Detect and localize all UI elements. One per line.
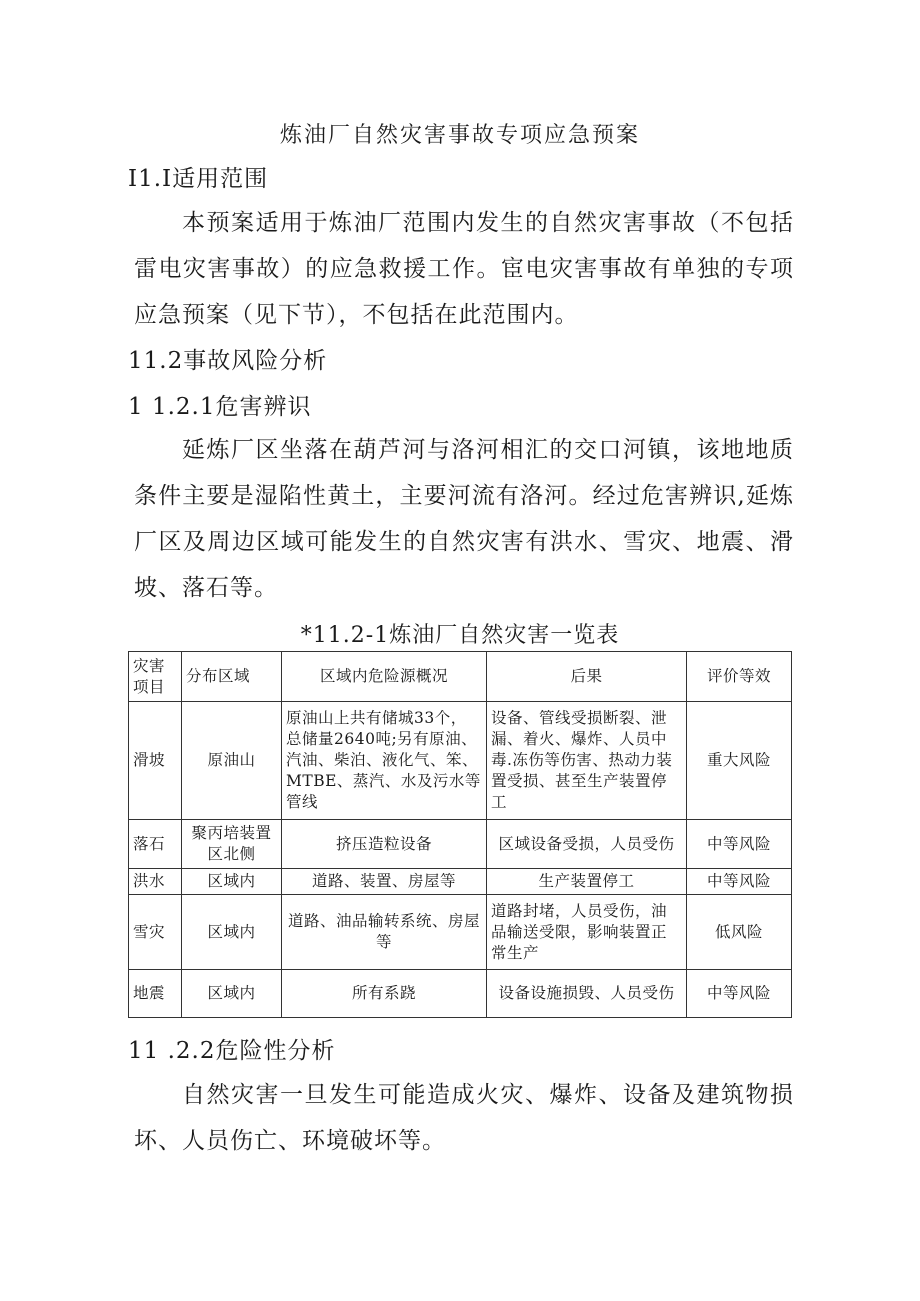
table-cell: 低风险	[687, 895, 792, 970]
table-cell: 挤压造粒设备	[282, 820, 487, 869]
table-cell: 设备、管线受损断裂、泄漏、着火、爆炸、人员中毒.冻伤等伤害、热动力装置受损、甚至生产装置停工	[487, 702, 687, 820]
scope-paragraph	[134, 200, 794, 338]
section-heading-scope: I1.I适用范围	[128, 166, 269, 192]
header-cell: 灾害项目	[129, 652, 182, 702]
table-cell: 区域内	[182, 895, 282, 970]
table-row	[129, 895, 792, 970]
table-row	[129, 970, 792, 1018]
hazard-text: 延炼厂区坐落在葫芦河与洛河相汇的交口河镇，该地地质条件主要是湿陷性黄土，主要河流有洛河。经过危害辨识,延炼厂区及周边区域可能发生的自然灾害有洪水、雪灾、地震、滑坡、落石等。	[134, 437, 794, 601]
table-cell: 区域内	[182, 970, 282, 1018]
section-heading-hazard-identification: 1 1.2.1危害辨识	[128, 394, 312, 420]
section-heading-hazard-analysis: 11 .2.2危险性分析	[128, 1038, 336, 1064]
hazard-table	[128, 651, 792, 1018]
table-row	[129, 702, 792, 820]
table-cell: 设备设施损毁、人员受伤	[487, 970, 687, 1018]
table-cell: 道路、油品输转系统、房屋等	[282, 895, 487, 970]
table-cell: 地震	[129, 970, 182, 1018]
table-cell: 生产装置停工	[487, 869, 687, 895]
table-cell: 所有系跷	[282, 970, 487, 1018]
table-cell: 区域内	[182, 869, 282, 895]
header-cell: 后果	[487, 652, 687, 702]
table-header-row	[129, 652, 792, 702]
table-cell: 道路封堵，人员受伤，油品输送受限，影响装置正常生产	[487, 895, 687, 970]
table-cell: 区域设备受损，人员受伤	[487, 820, 687, 869]
page-title: 炼油厂自然灾害事故专项应急预案	[279, 123, 640, 148]
table-cell: 重大风险	[687, 702, 792, 820]
analysis-paragraph	[134, 1072, 794, 1164]
table-cell: 洪水	[129, 869, 182, 895]
table-cell: 滑坡	[129, 702, 182, 820]
table-cell: 聚丙培装置区北侧	[182, 820, 282, 869]
table-cell: 落石	[129, 820, 182, 869]
section-heading-risk-analysis: 11.2事故风险分析	[128, 348, 328, 374]
table-cell: 道路、装置、房屋等	[282, 869, 487, 895]
analysis-text: 自然灾害一旦发生可能造成火灾、爆炸、设备及建筑物损坏、人员伤亡、环境破坏等。	[134, 1082, 794, 1154]
table-row	[129, 869, 792, 895]
scope-text: 本预案适用于炼油厂范围内发生的自然灾害事故（不包括雷电灾害事故）的应急救援工作。宦电灾害事故有单独的专项应急预案（见下节），不包括在此范围内。	[134, 210, 794, 328]
table-caption: *11.2-1炼油厂自然灾害一览表	[300, 623, 620, 648]
table-cell: 原油山上共有储城33个，总储量2640吨;另有原油、汽油、柴泊、液化气、笨、MTBE、蒸汽、水及污水等管线	[282, 702, 487, 820]
header-cell: 区域内危险源概况	[282, 652, 487, 702]
header-cell: 分布区域	[182, 652, 282, 702]
table-cell: 中等风险	[687, 820, 792, 869]
table-row	[129, 820, 792, 869]
table-cell: 雪灾	[129, 895, 182, 970]
table-cell: 原油山	[182, 702, 282, 820]
table-cell: 中等风险	[687, 869, 792, 895]
header-cell: 评价等效	[687, 652, 792, 702]
hazard-paragraph	[134, 427, 794, 611]
table-cell: 中等风险	[687, 970, 792, 1018]
